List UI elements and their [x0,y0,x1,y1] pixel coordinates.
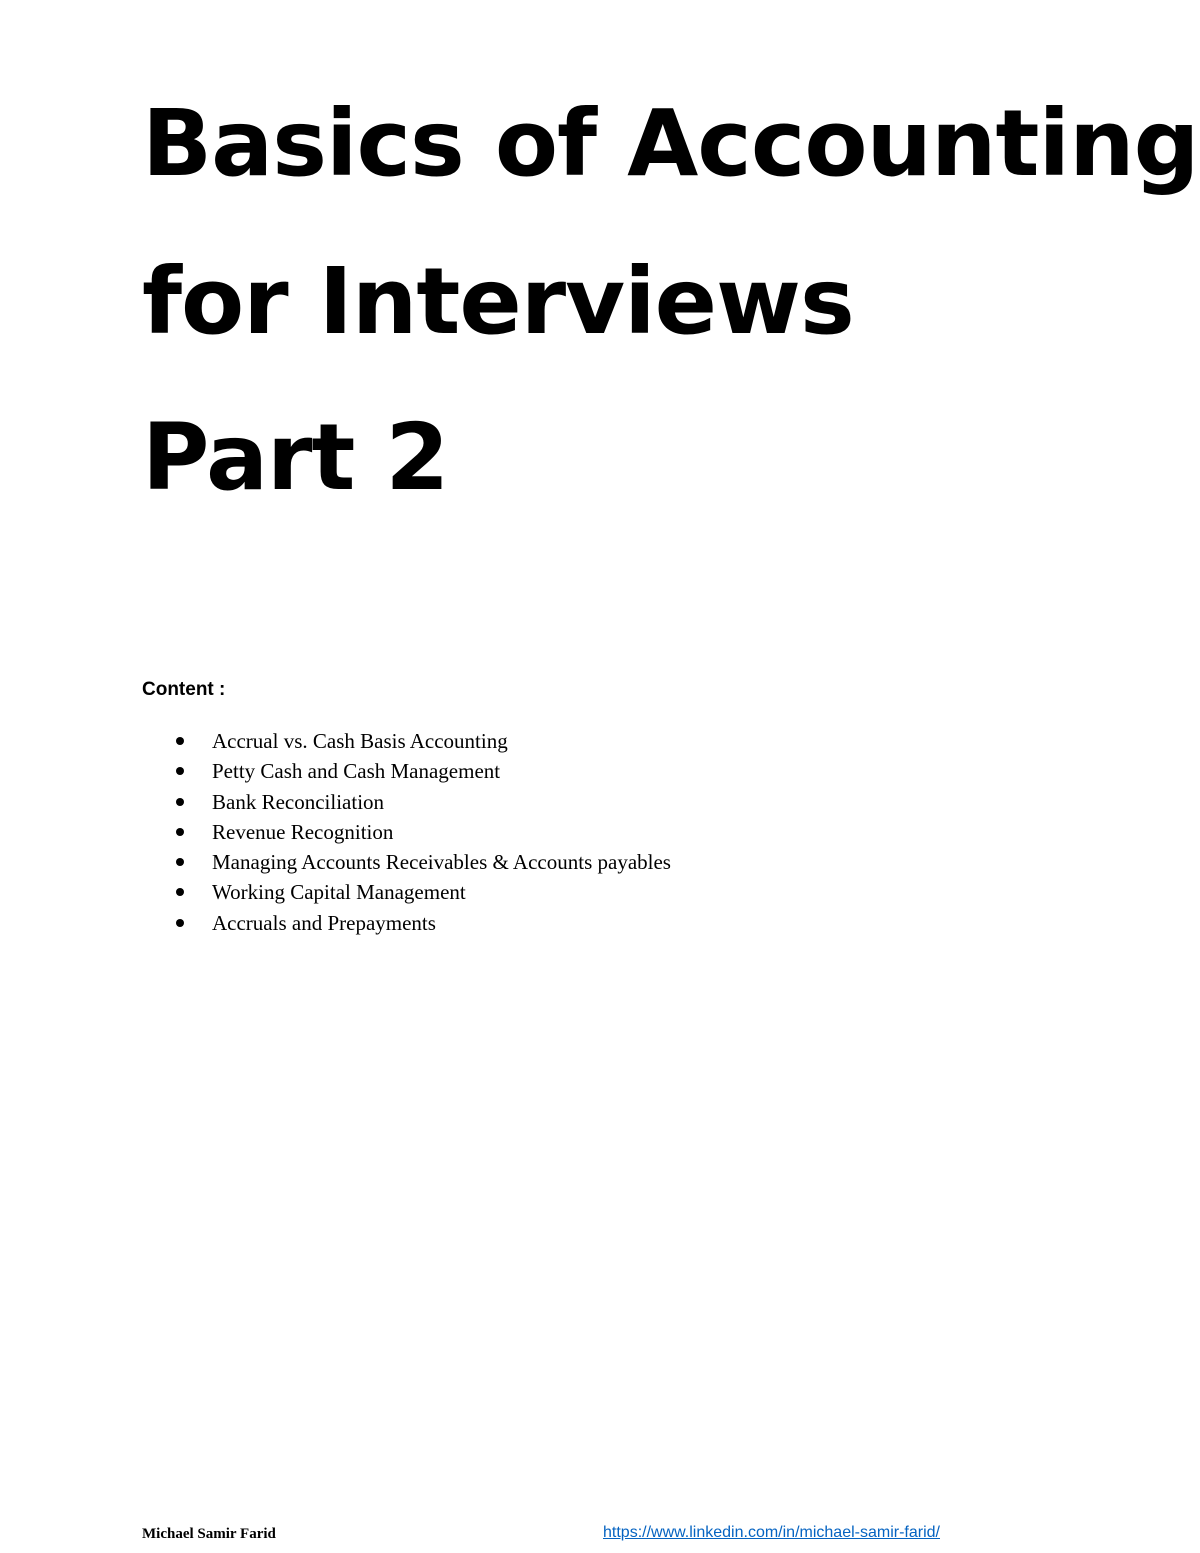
title-line-3: Part 2 [142,404,449,511]
content-heading: Content : [142,679,226,700]
bullet-icon [176,828,184,836]
bullet-icon [176,798,184,806]
content-item-text: Revenue Recognition [212,819,394,844]
footer-author: Michael Samir Farid [142,1526,276,1542]
bullet-icon [176,737,184,745]
bullet-icon [176,858,184,866]
footer-linkedin-link[interactable]: https://www.linkedin.com/in/michael-samir-farid/ [603,1524,940,1541]
bullet-icon [176,767,184,775]
content-item-text: Bank Reconciliation [212,789,385,814]
content-item-text: Petty Cash and Cash Management [212,759,501,784]
bullet-icon [176,888,184,896]
title-line-2: for Interviews [142,248,854,355]
content-item-text: Accrual vs. Cash Basis Accounting [212,729,508,753]
content-item-text: Accruals and Prepayments [212,910,436,935]
content-item-text: Working Capital Management [212,880,466,905]
bullet-icon [176,919,184,927]
content-item-text: Managing Accounts Receivables & Accounts payables [212,850,671,875]
title-line-1: Basics of Accounting [142,90,1199,197]
